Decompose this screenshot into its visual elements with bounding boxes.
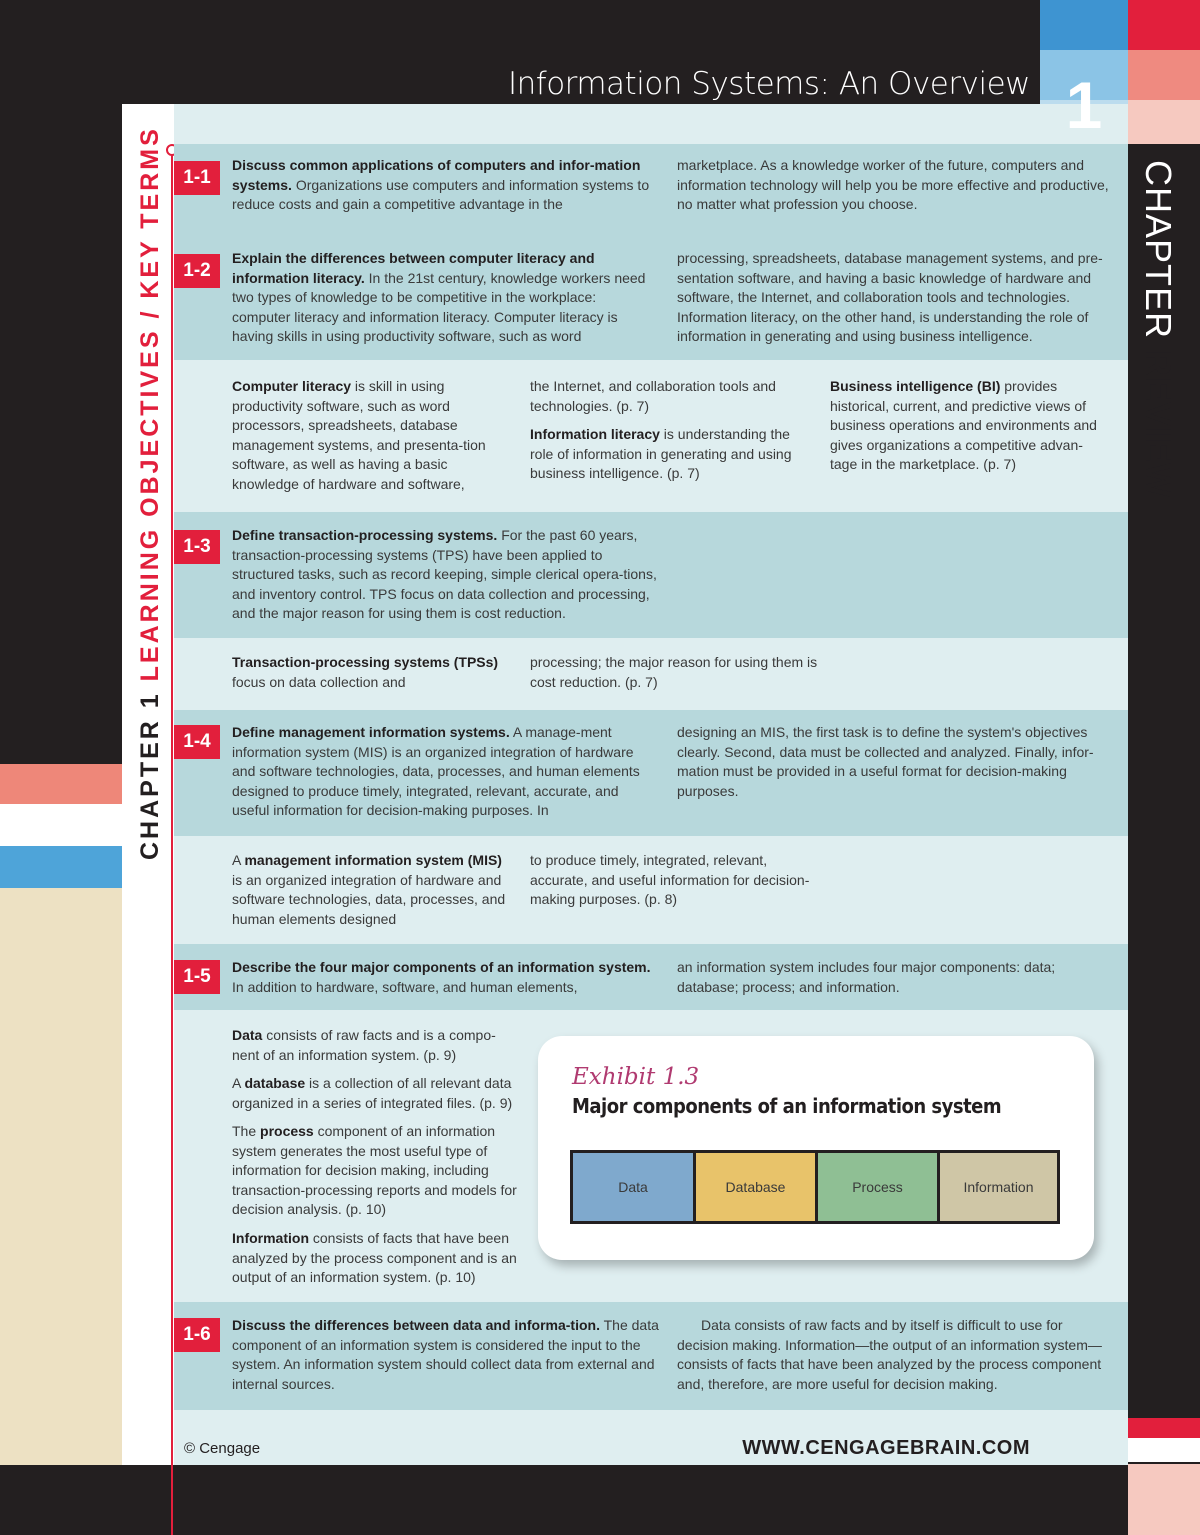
sidebar-highlight: LEARNING OBJECTIVES / KEY TERMS xyxy=(136,126,164,682)
key-term xyxy=(232,377,508,495)
decor-block xyxy=(0,846,122,888)
objective-badge: 1-6 xyxy=(174,1318,220,1352)
objective-text xyxy=(232,723,658,821)
sidebar-label xyxy=(136,126,165,860)
component-database: Database xyxy=(693,1150,818,1224)
component-data: Data xyxy=(570,1150,696,1224)
key-term-definition: is understanding the role of information in generating and using business intelligence. (p. 7) xyxy=(530,426,792,482)
key-term-continued: the Internet, and collaboration tools and technologies. (p. 7) xyxy=(530,378,776,414)
decor-block xyxy=(1128,1438,1200,1462)
key-term xyxy=(232,1074,522,1113)
objective-text-col2: Data consists of raw facts and by itself is difficult to use for decision making. Information—the output of an information system—consists of facts that have been analyzed by the process component and, therefore, are more useful for decision making. xyxy=(677,1317,1102,1392)
key-term-continued: processing; the major reason for using them is cost reduction. (p. 7) xyxy=(530,654,818,690)
decor-block xyxy=(0,764,122,804)
decor-block xyxy=(1128,1418,1200,1438)
objective-text-col2: marketplace. As a knowledge worker of the future, computers and information technology will help you be more effective and productive, no matter what profession you choose. xyxy=(677,157,1109,213)
key-term-title: management information system (MIS) xyxy=(244,852,502,868)
objective-text-col2: processing, spreadsheets, database management systems, and pre-sentation software, and having a basic knowledge of hardware and software, the Internet, and collaboration tools and technologies. Information literacy, on the other hand, is understanding the role of information in generating and using business intelligence. xyxy=(677,250,1103,345)
objective-heading: Define transaction-processing systems. xyxy=(232,527,498,543)
page-title: Information Systems: An Overview xyxy=(507,66,1030,102)
key-term-definition: component of an information system generates the most useful type of information for decision making, including transaction-processing reports and models for decision analysis. (p. 10) xyxy=(232,1123,517,1218)
key-term-definition: consists of facts that have been analyzed by the process component and is an output of an information system. (p. 10) xyxy=(232,1230,517,1286)
component-process: Process xyxy=(815,1150,940,1224)
key-term-definition: consists of raw facts and is a compo-nent of an information system. (p. 9) xyxy=(232,1027,496,1063)
key-term-title: process xyxy=(260,1123,314,1139)
objective-text xyxy=(232,958,662,997)
decor-block xyxy=(0,888,122,1465)
objective-heading: Discuss common applications of computers and infor-mation systems. xyxy=(232,157,641,193)
key-term-title: database xyxy=(244,1075,306,1091)
key-term-continued: to produce timely, integrated, relevant, accurate, and useful information for decision-making purposes. (p. 8) xyxy=(530,852,810,908)
decor-block xyxy=(1128,0,1200,50)
objective-heading: Describe the four major components of an information system. xyxy=(232,959,651,975)
component-information: Information xyxy=(937,1150,1060,1224)
objective-text-col2: designing an MIS, the first task is to define the system's objectives clearly. Second, data must be collected and analyzed. Finally, infor-mation must be provided in a useful format for decision-making purposes. xyxy=(677,724,1094,799)
sidebar-prefix: CHAPTER 1 xyxy=(136,681,164,860)
decor-block xyxy=(1128,1464,1200,1535)
key-term-definition: is an organized integration of hardware and software technologies, data, processes, and human elements designed xyxy=(232,871,506,927)
objective-badge: 1-1 xyxy=(174,161,220,195)
review-bold: REVIEW xyxy=(1138,350,1179,499)
website-link[interactable]: WWW.CENGAGEBRAIN.COM xyxy=(742,1437,1030,1459)
key-term-title: Data xyxy=(232,1027,263,1043)
objective-text xyxy=(232,526,658,624)
key-term-definition: is skill in using productivity software, such as word processors, spreadsheets, database management systems, and presenta-tion software, as well as having a basic knowledge of hardware and software, xyxy=(232,378,486,492)
key-term xyxy=(232,653,508,692)
key-term-title: Information literacy xyxy=(530,426,660,442)
objective-heading: Explain the differences between computer literacy and information literacy. xyxy=(232,250,595,286)
objective-body: Organizations use computers and information systems to reduce costs and gain a competitive advantage in the xyxy=(232,176,650,213)
decor-block xyxy=(1128,50,1200,100)
objective-text xyxy=(232,249,658,347)
timeline-line xyxy=(171,150,173,1535)
review-light: CHAPTER xyxy=(1138,160,1179,351)
objective-text xyxy=(232,1316,662,1394)
key-term-prefix: The xyxy=(232,1123,261,1139)
key-term xyxy=(232,851,508,929)
objective-body: For the past 60 years, transaction-processing systems (TPS) have been applied to structured tasks, such as record keeping, simple clerical opera-tions, and inventory control. TPS focus on data collection and processing, and the major reason for using them is cost reduction. xyxy=(232,527,657,622)
objective-body: In addition to hardware, software, and human elements, xyxy=(232,978,578,995)
exhibit-label: Exhibit 1.3 xyxy=(572,1064,700,1090)
objective-badge: 1-4 xyxy=(174,725,220,759)
objective-badge: 1-2 xyxy=(174,254,220,288)
objective-text-col2: an information system includes four major components: data; database; process; and information. xyxy=(677,959,1056,995)
key-term-definition: focus on data collection and xyxy=(232,673,406,690)
key-term xyxy=(232,1122,522,1220)
key-term xyxy=(530,425,810,484)
key-term-prefix: A xyxy=(232,852,245,868)
key-term-title: Computer literacy xyxy=(232,378,352,394)
objective-badge: 1-3 xyxy=(174,530,220,564)
objective-body: A manage-ment information system (MIS) is an organized integration of hardware and software technologies, data, processes, and human elements designed to produce timely, integrated, relevant, accurate, and useful information for decision-making purposes. In xyxy=(232,724,640,819)
key-term-definition: provides historical, current, and predictive views of business operations and environments and gives organizations a competitive advan-tage in the marketplace. (p. 7) xyxy=(830,378,1097,473)
key-term-definition: is a collection of all relevant data organized in a series of integrated files. (p. 9) xyxy=(232,1075,513,1111)
key-term xyxy=(830,377,1110,475)
objective-text xyxy=(232,156,658,215)
key-term-title: Business intelligence (BI) xyxy=(830,378,1001,394)
objective-heading: Define management information systems. xyxy=(232,724,510,740)
key-term xyxy=(232,1229,522,1288)
objective-body: The data component of an information system is considered the input to the system. An information system should collect data from external and internal sources. xyxy=(232,1317,659,1392)
objective-heading: Discuss the differences between data and informa-tion. xyxy=(232,1317,600,1333)
decor-block xyxy=(0,804,122,846)
objective-body: In the 21st century, knowledge workers need two types of knowledge to be competitive in the workplace: computer literacy and information literacy. Computer literacy is having skills in using productivity software, such as word xyxy=(232,269,646,345)
key-term-title: Transaction-processing systems (TPSs) xyxy=(232,654,499,670)
decor-block xyxy=(1040,0,1128,50)
exhibit-title: Major components of an information system xyxy=(572,1094,1002,1118)
key-term-title: Information xyxy=(232,1230,309,1246)
chapter-number: 1 xyxy=(1065,68,1103,142)
key-term-prefix: A xyxy=(232,1075,245,1091)
copyright: © Cengage xyxy=(184,1440,261,1457)
key-term xyxy=(232,1026,522,1065)
decor-block xyxy=(1128,100,1200,144)
objective-badge: 1-5 xyxy=(174,960,220,994)
